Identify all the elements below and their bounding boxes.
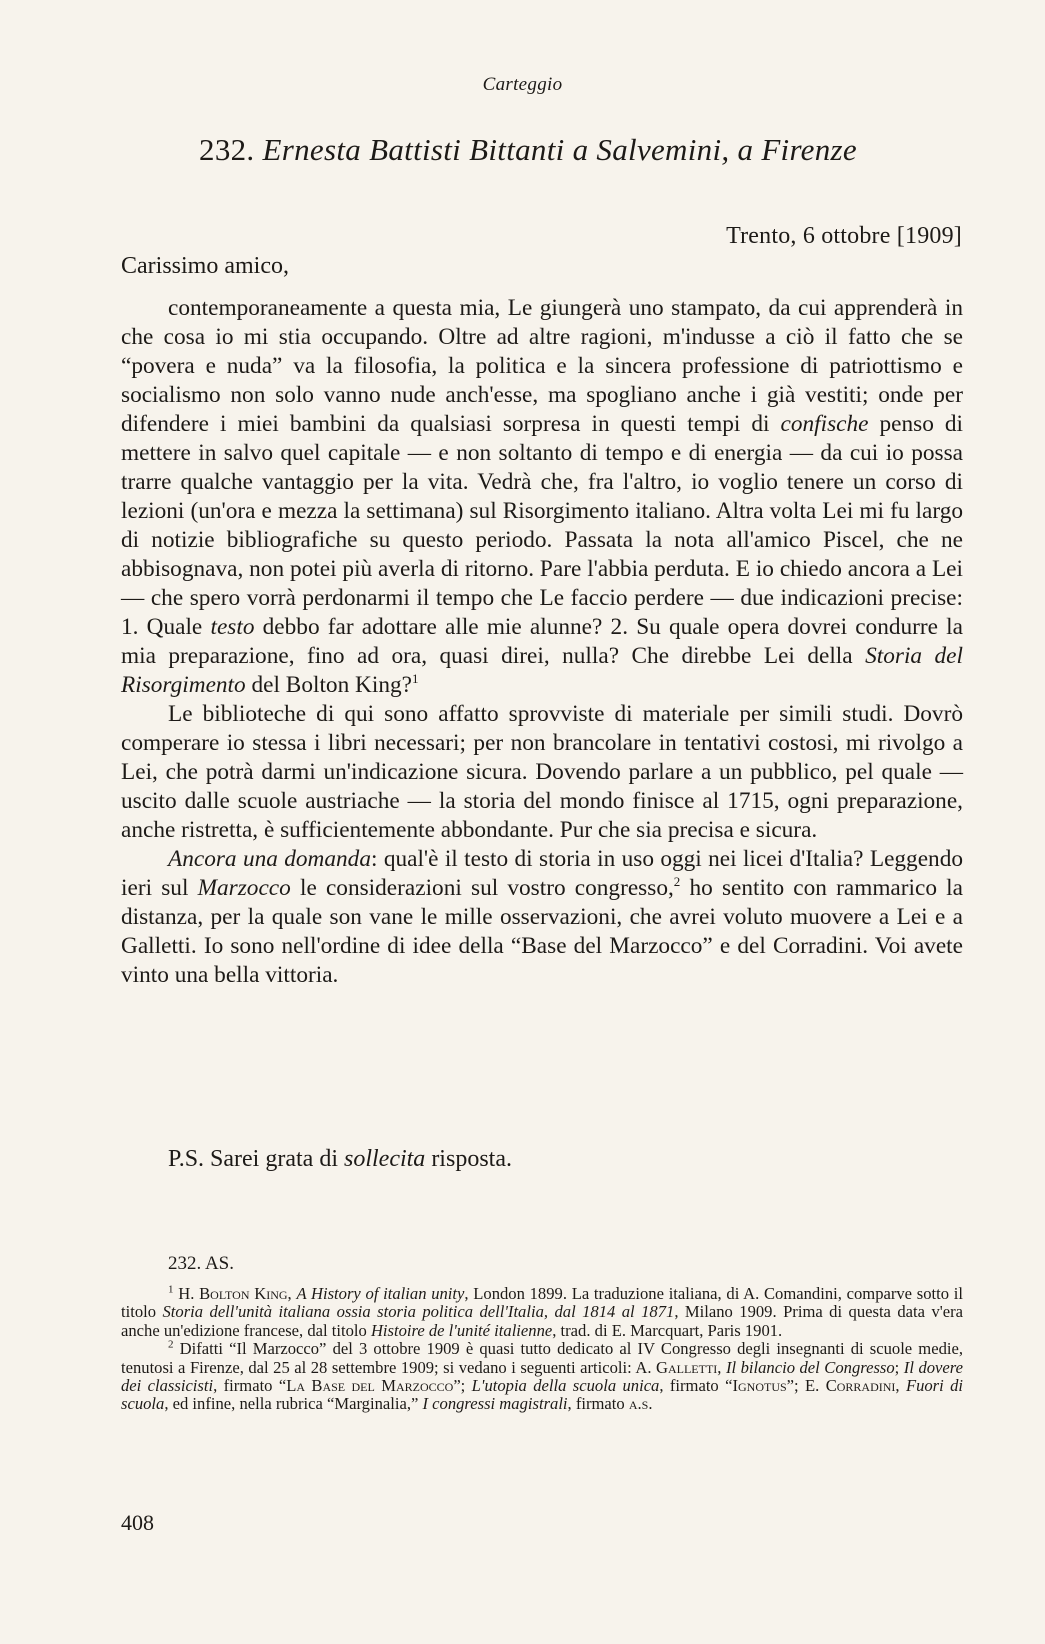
footnotes	[121, 1285, 963, 1414]
letter-title	[118, 132, 938, 168]
paragraph-1: contemporaneamente a questa mia, Le giungerà uno stampato, da cui apprenderà in che cosa io mi stia occupando. Oltre ad altre ragioni, m'indusse a ciò il fatto che se “povera e nuda” va la filosofia, la politica e la sincera professione di patriottismo e socialismo non solo vanno nude anch'esse, ma spogliano anche i già vestiti; onde per difendere i miei bambini da qualsiasi sorpresa in questi tempi di confische penso di mettere in salvo quel capitale — e non soltanto di tempo e di energia — da cui io possa trarre qualche vantaggio per la vita. Vedrà che, fra l'altro, io voglio tenere un corso di lezioni (un'ora e mezza la settimana) sul Risorgimento italiano. Altra volta Lei mi fu largo di notizie bibliografiche su questo periodo. Passata la nota all'amico Piscel, che ne abbisognava, non potei più averla di ritorno. Pare l'abbia perduta. E io chiedo ancora a Lei — che spero vorrà perdonarmi il tempo che Le faccio perdere — due indicazioni precise: 1. Quale testo debbo far adottare alle mie alunne? 2. Su quale opera dovrei condurre la mia preparazione, fino ad ora, quasi direi, nulla? Che direbbe Lei della Storia del Risorgimento del Bolton King?$^1$	[121, 295, 963, 698]
dateline: Trento, 6 ottobre [1909]	[726, 223, 962, 249]
letter-number: 232.	[199, 132, 255, 167]
footnote-ref-2: 2	[673, 874, 681, 890]
emphasis-confische: confische	[780, 411, 869, 437]
source-note: 232. AS.	[168, 1253, 234, 1274]
footnote-1: $^1$ H. Bolton King, A History of italian unity, London 1899. La traduzione italiana, di A. Comandini, comparve sotto il titolo Storia dell'unità italiana ossia storia politica dell'Italia, dal 1814 al 1871, Milano 1909. Prima di questa data v'era anche un'edizione francese, dal titolo Histoire de l'unité italienne, trad. di E. Marcquart, Paris 1901.	[121, 1283, 964, 1340]
footnote-ref-1: 1	[412, 671, 419, 687]
running-head: Carteggio	[482, 74, 563, 95]
postscript: P.S. Sarei grata di sollecita risposta.	[168, 1146, 512, 1172]
footnote-2: $^2$ Difatti “Il Marzocco” del 3 ottobre 1909 è quasi tutto dedicato al IV Congresso degli insegnanti di scuole medie, tenutosi a Firenze, dal 25 al 28 settembre 1909; si vedano i seguenti articoli: A. Galletti, Il bilancio del Congresso; Il dovere dei classicisti, firmato “La Base del Marzocco”; L'utopia della scuola unica, firmato “Ignotus”; E. Corradini, Fuori di scuola, ed infine, nella rubrica “Marginalia,” I congressi magistrali, firmato a.s.	[121, 1338, 964, 1414]
paragraph-3: Ancora una domanda: qual'è il testo di storia in uso oggi nei licei d'Italia? Leggendo ieri sul Marzocco le considerazioni sul vostro congresso,$^2$ ho sentito con rammarico la distanza, per la quale son vane le mille osservazioni, che avrei voluto muovere a Lei e a Galletti. Io sono nell'ordine di idee della “Base del Marzocco” e del Corradini. Voi avete vinto una bella vittoria.	[121, 846, 963, 988]
letter-body	[121, 294, 963, 990]
page-number: 408	[121, 1510, 154, 1535]
paragraph-2: Le biblioteche di qui sono affatto sprovviste di materiale per simili studi. Dovrò comperare io stessa i libri necessari; per non brancolare in tentativi costosi, mi rivolgo a Lei, che potrà darmi un'indicazione sicura. Dovendo parlare a un pubblico, pel quale — uscito dalle scuole austriache — la storia del mondo finisce al 1715, ogni preparazione, anche ristretta, è sufficientemente abbondante. Pur che sia precisa e sicura.	[121, 701, 963, 843]
emphasis-testo: testo	[210, 614, 255, 640]
letter-heading: Ernesta Battisti Bittanti a Salvemini, a Firenze	[262, 132, 857, 167]
salutation: Carissimo amico,	[121, 253, 289, 279]
book-title-storia: Storia del Risorgimento	[121, 643, 963, 698]
